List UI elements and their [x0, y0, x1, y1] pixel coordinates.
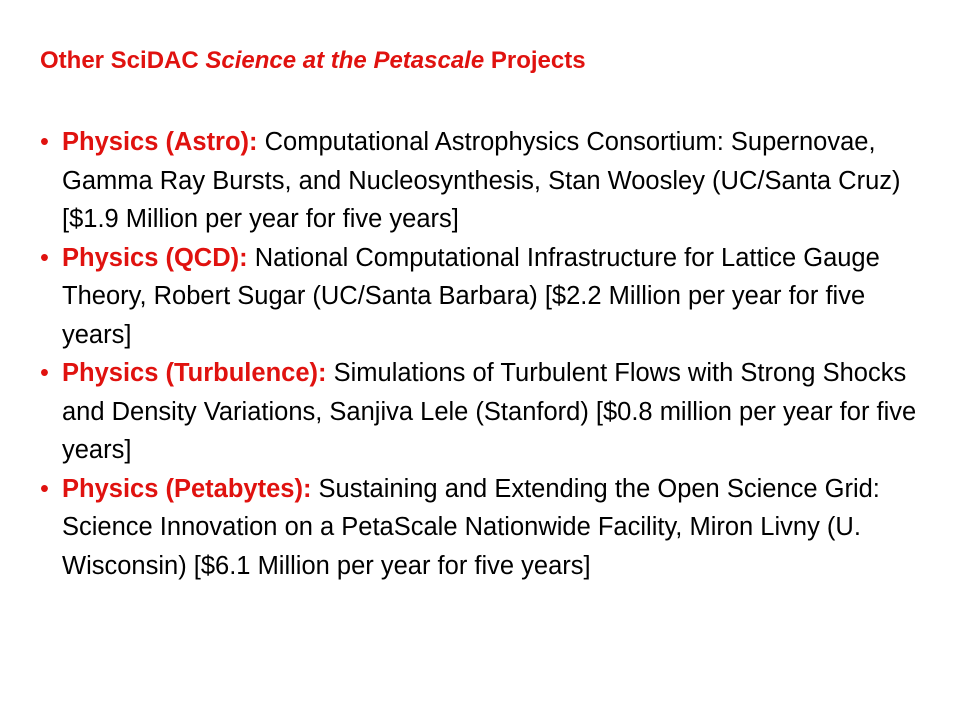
bullet-icon: • — [40, 474, 49, 503]
project-category: Physics (QCD): — [62, 243, 248, 272]
project-description: National Computational Infrastructure for Lattice Gauge Theory, Robert Sugar (UC/Santa Barbara) [$2.2 Million per year for five years] — [62, 243, 880, 349]
bullet-icon: • — [40, 243, 49, 272]
slide-title — [40, 44, 586, 78]
project-category: Physics (Petabytes): — [62, 474, 312, 503]
project-description: Computational Astrophysics Consortium: Supernovae, Gamma Ray Bursts, and Nucleosynthesis, Stan Woosley (UC/Santa Cruz) [$1.9 Million per year for five years] — [62, 128, 901, 233]
bullet-icon: • — [40, 359, 49, 387]
project-description: Simulations of Turbulent Flows with Strong Shocks and Density Variations, Sanjiva Lele (Stanford) [$0.8 million per year for five years] — [62, 359, 917, 464]
project-list — [40, 123, 930, 585]
title-prefix: Other SciDAC — [40, 47, 206, 74]
bullet-icon: • — [40, 128, 49, 156]
project-category: Physics (Turbulence): — [62, 359, 327, 387]
project-item-qcd — [40, 239, 930, 355]
project-category: Physics (Astro): — [62, 128, 258, 156]
project-item-astro — [40, 123, 930, 239]
title-suffix: Projects — [484, 47, 586, 74]
project-description: Sustaining and Extending the Open Science Grid: Science Innovation on a PetaScale Nationwide Facility, Miron Livny (U. Wisconsin) [$6.1 Million per year for five years] — [62, 474, 880, 580]
project-item-petabytes — [40, 470, 930, 586]
title-emphasis: Science at the Petascale — [205, 47, 485, 74]
project-item-turbulence — [40, 354, 930, 470]
